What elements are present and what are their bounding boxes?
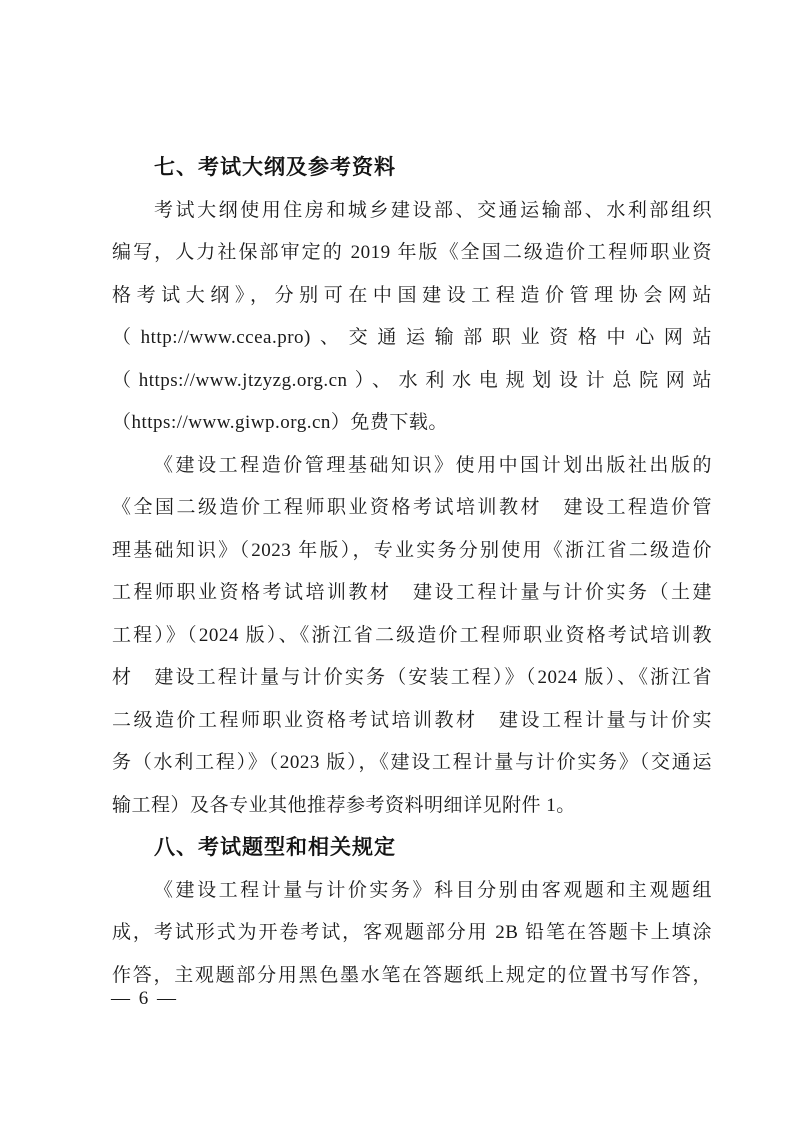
section-heading-8: 八、考试题型和相关规定 (154, 836, 396, 859)
text-line: 成，考试形式为开卷考试，客观题部分用 2B 铅笔在答题卡上填涂 (112, 922, 712, 943)
text-line: 材 建设工程计量与计价实务（安装工程）》（2024 版）、《浙江省 (112, 667, 712, 688)
text-line: 考试大纲使用住房和城乡建设部、交通运输部、水利部组织 (154, 199, 712, 221)
text-line: 工程）》（2024 版）、《浙江省二级造价工程师职业资格考试培训教 (112, 624, 712, 646)
text-line-url-giwp: （https://www.giwp.org.cn）免费下载。 (112, 412, 448, 433)
text-line: 工程师职业资格考试培训教材 建设工程计量与计价实务（土建 (112, 582, 712, 603)
text-line-url-ccea: （http://www.ccea.pro)、交通运输部职业资格中心网站 (112, 327, 712, 348)
section-heading-7: 七、考试大纲及参考资料 (154, 156, 396, 179)
text-line: 编写，人力社保部审定的 2019 年版《全国二级造价工程师职业资 (112, 242, 712, 263)
text-line: 作答，主观题部分用黑色墨水笔在答题纸上规定的位置书写作答， (112, 964, 712, 986)
text-line: 务（水利工程）》（2023 版），《建设工程计量与计价实务》（交通运 (112, 752, 712, 773)
document-body (112, 147, 712, 997)
text-line: 理基础知识》（2023 年版），专业实务分别使用《浙江省二级造价 (112, 539, 712, 561)
text-line: 输工程）及各专业其他推荐参考资料明细详见附件 1。 (112, 794, 576, 816)
text-line: 《建设工程计量与计价实务》科目分别由客观题和主观题组 (154, 879, 712, 901)
text-line: 二级造价工程师职业资格考试培训教材 建设工程计量与计价实 (112, 709, 712, 731)
text-line-url-jtzyzg: （https://www.jtzyzg.org.cn）、水利水电规划设计总院网站 (112, 369, 712, 391)
text-line: 格考试大纲》，分别可在中国建设工程造价管理协会网站 (112, 284, 712, 306)
page-number: — 6 — (111, 988, 178, 1009)
text-line: 《全国二级造价工程师职业资格考试培训教材 建设工程造价管 (112, 497, 712, 518)
text-line: 《建设工程造价管理基础知识》使用中国计划出版社出版的 (154, 454, 712, 476)
